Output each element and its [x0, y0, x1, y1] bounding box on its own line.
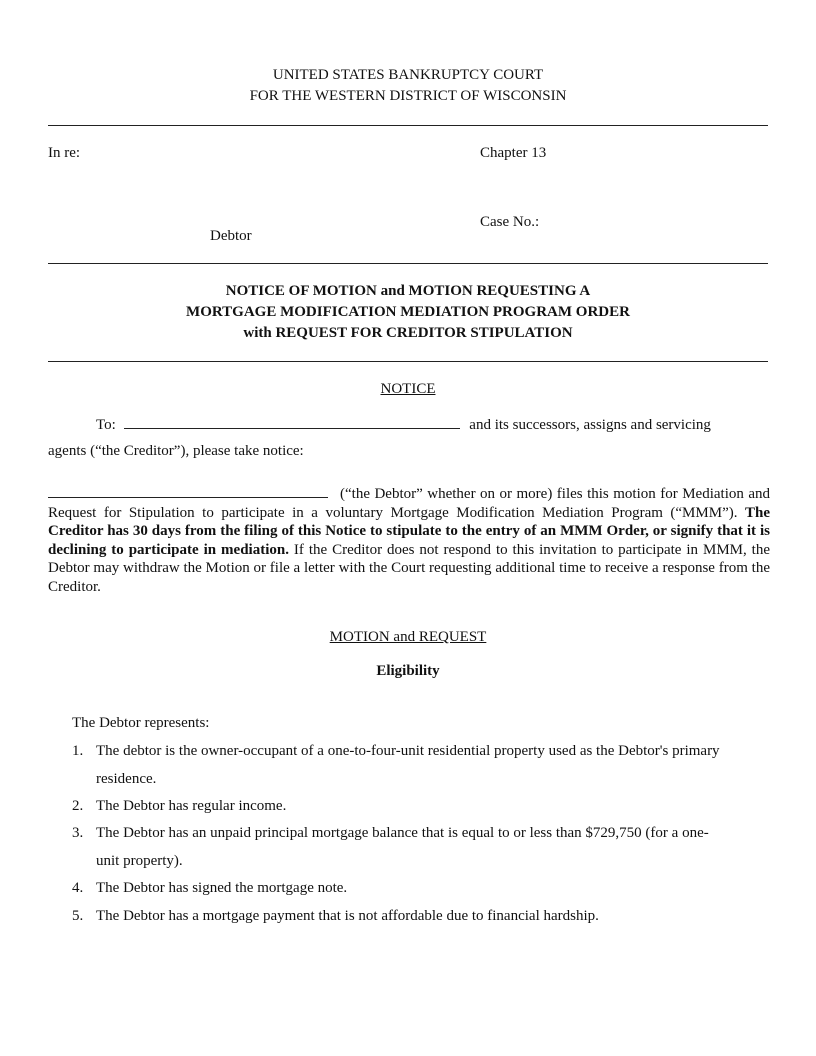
header-divider — [48, 125, 768, 126]
debtor-label: Debtor — [210, 228, 252, 244]
document-title-line3: with REQUEST FOR CREDITOR STIPULATION — [243, 325, 573, 341]
motion-heading — [48, 628, 768, 646]
notice-heading-text: NOTICE — [380, 381, 436, 397]
list-item-text-continued: unit property). — [96, 852, 183, 869]
list-item-text-continued: residence. — [96, 770, 157, 787]
list-item-number: 4. — [72, 880, 84, 896]
list-item-number: 5. — [72, 908, 84, 924]
list-item-number: 2. — [72, 798, 84, 814]
notice-paragraph-end: If the Creditor does not respond to this invitation to participate in MMM, the Debtor may withdraw the Motion or file a letter with the Court requesting additional time to receive a response from the Creditor. — [48, 541, 771, 595]
case-number-label: Case No.: — [480, 214, 540, 230]
court-name: UNITED STATES BANKRUPTCY COURT — [272, 67, 544, 83]
notice-to-line2: agents (“the Creditor”), please take notice: — [48, 443, 304, 459]
list-item-text: The Debtor has a mortgage payment that is not affordable due to financial hardship. — [96, 908, 599, 924]
notice-heading — [48, 380, 768, 398]
caption-divider — [48, 263, 768, 264]
eligibility-heading: Eligibility — [376, 663, 440, 679]
chapter-label: Chapter 13 — [480, 145, 547, 161]
debtor-name-blank[interactable] — [48, 483, 328, 498]
document-title-line2: MORTGAGE MODIFICATION MEDIATION PROGRAM ORDER — [186, 304, 630, 320]
title-divider — [48, 361, 768, 362]
list-item-number: 1. — [72, 743, 84, 759]
list-item-text: The debtor is the owner-occupant of a one-to-four-unit residential property used as the Debtor's primary — [96, 743, 720, 759]
notice-paragraph-start: (“the Debtor” whether on or more) files this motion for Mediation and Request for Stipulation to participate in a voluntary Mortgage Modification Mediation Program (“MMM”). — [48, 486, 770, 521]
creditor-name-blank[interactable] — [124, 414, 460, 429]
motion-heading-text: MOTION and REQUEST — [329, 629, 487, 645]
court-district: FOR THE WESTERN DISTRICT OF WISCONSIN — [249, 88, 567, 104]
list-item-text: The Debtor has an unpaid principal mortgage balance that is equal to or less than $729,750 (for a one- — [96, 825, 709, 841]
to-label: To: — [96, 417, 116, 433]
list-item-number: 3. — [72, 825, 84, 841]
in-re-label: In re: — [48, 145, 81, 161]
notice-paragraph — [48, 483, 770, 596]
list-item-text: The Debtor has signed the mortgage note. — [96, 880, 348, 896]
to-suffix: and its successors, assigns and servicing — [469, 417, 711, 433]
document-title-line1: NOTICE OF MOTION and MOTION REQUESTING A — [225, 283, 591, 299]
debtor-represents-intro: The Debtor represents: — [72, 715, 210, 731]
notice-to-line — [96, 414, 776, 434]
notice-paragraph-bold: The Creditor has 30 days from the filing of this Notice to stipulate to the entry of an MMM Order, or signify that it is declining to participate in mediation. — [48, 504, 771, 558]
list-item-text: The Debtor has regular income. — [96, 798, 287, 814]
